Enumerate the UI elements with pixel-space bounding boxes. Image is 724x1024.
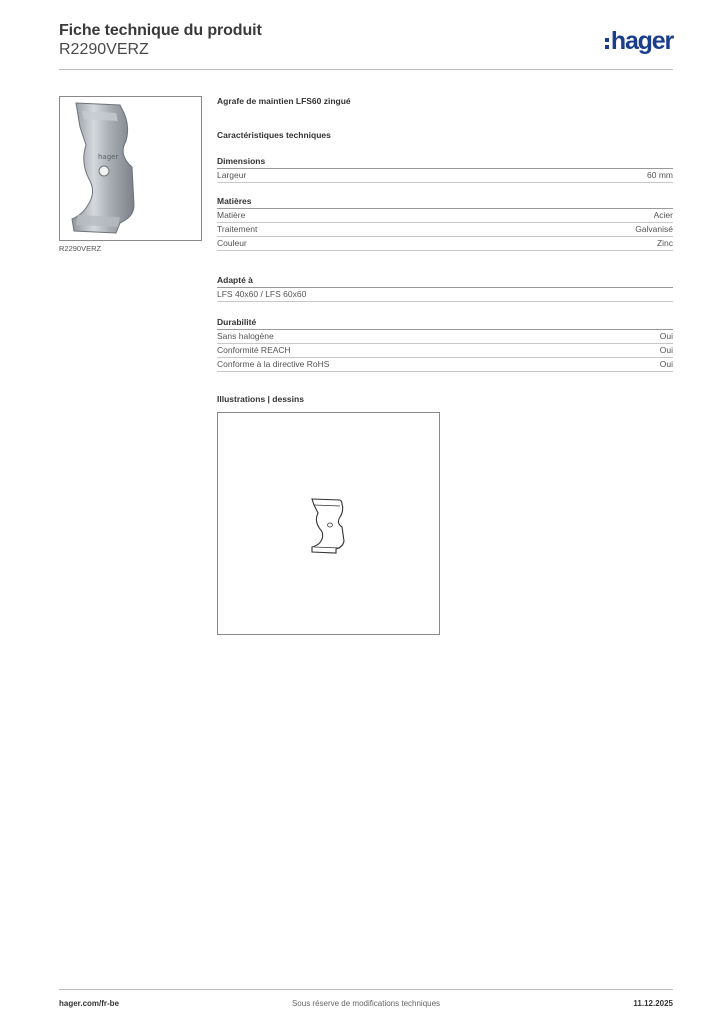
photo-stamp-text: hager — [98, 153, 119, 161]
photo-caption: R2290VERZ — [59, 244, 102, 253]
section-title: Caractéristiques techniques — [217, 130, 331, 140]
row-label: Matière — [217, 210, 246, 220]
footer-notice: Sous réserve de modifications techniques — [291, 999, 441, 1008]
document-header — [59, 22, 673, 70]
group-durabilite — [217, 317, 673, 372]
table-row — [217, 223, 673, 237]
document-footer — [59, 989, 673, 1011]
logo-dots-icon — [605, 38, 609, 49]
product-name: Agrafe de maintien LFS60 zingué — [217, 96, 351, 106]
row-value: Oui — [659, 345, 673, 355]
clip-drawing-icon — [306, 497, 352, 555]
table-row — [217, 288, 673, 302]
footer-website: hager.com/fr-be — [59, 999, 120, 1008]
product-details — [217, 96, 673, 635]
illustration-drawing — [217, 412, 440, 635]
product-photo — [59, 96, 202, 241]
hager-logo — [605, 28, 673, 54]
row-label: LFS 40x60 / LFS 60x60 — [217, 289, 307, 299]
table-row — [217, 209, 673, 223]
group-dimensions — [217, 156, 673, 183]
group-matieres — [217, 196, 673, 251]
group-adapte — [217, 275, 673, 302]
row-value: Oui — [659, 359, 673, 369]
row-label: Conforme à la directive RoHS — [217, 359, 330, 369]
table-row — [217, 330, 673, 344]
group-title: Matières — [217, 196, 673, 209]
table-row — [217, 358, 673, 372]
table-row — [217, 169, 673, 183]
row-value: Zinc — [656, 238, 673, 248]
table-row — [217, 237, 673, 251]
document-title: Fiche technique du produit — [59, 22, 262, 39]
footer-date: 11.12.2025 — [633, 999, 673, 1008]
row-label: Conformité REACH — [217, 345, 291, 355]
group-title: Dimensions — [217, 156, 673, 169]
clip-photo-icon — [60, 97, 201, 240]
row-value: Galvanisé — [635, 224, 673, 234]
row-label: Sans halogène — [217, 331, 274, 341]
illustrations-title: Illustrations | dessins — [217, 394, 304, 404]
product-reference: R2290VERZ — [59, 41, 149, 58]
row-value: Acier — [653, 210, 673, 220]
group-title: Adapté à — [217, 275, 673, 288]
row-value: Oui — [659, 331, 673, 341]
row-label: Largeur — [217, 170, 247, 180]
group-title: Durabilité — [217, 317, 673, 330]
row-label: Couleur — [217, 238, 247, 248]
table-row — [217, 344, 673, 358]
row-value: 60 mm — [647, 170, 673, 180]
logo-text: hager — [610, 27, 673, 55]
row-label: Traitement — [217, 224, 258, 234]
